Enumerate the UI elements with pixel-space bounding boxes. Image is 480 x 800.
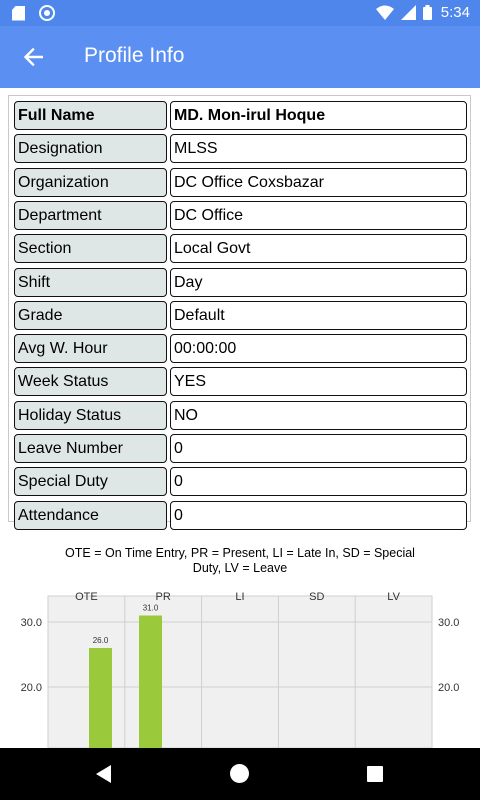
app-bar xyxy=(0,26,480,88)
row-value: YES xyxy=(170,367,467,396)
row-label: Avg W. Hour xyxy=(14,334,167,363)
row-label: Designation xyxy=(14,134,167,163)
row-value: MD. Mon-irul Hoque xyxy=(170,101,467,130)
chart-bar xyxy=(139,616,162,749)
row-value: 00:00:00 xyxy=(170,334,467,363)
sd-card-icon xyxy=(12,6,25,21)
row-value: 0 xyxy=(170,434,467,463)
profile-content[interactable] xyxy=(0,88,480,748)
row-value: MLSS xyxy=(170,134,467,163)
back-button[interactable] xyxy=(14,38,52,76)
row-value: Day xyxy=(170,268,467,297)
row-label: Attendance xyxy=(14,501,167,530)
row-value: DC Office xyxy=(170,201,467,230)
chart-bar-value-label: 26.0 xyxy=(92,636,109,645)
row-leave-number xyxy=(14,434,468,463)
chart-x-tick-label: OTE xyxy=(75,591,98,604)
row-attendance xyxy=(14,501,468,524)
row-value: 0 xyxy=(170,501,467,530)
chart-y-tick-label-right: 20.0 xyxy=(438,682,460,694)
chart-x-tick-label: SD xyxy=(309,591,325,604)
row-value: 0 xyxy=(170,467,467,496)
chart-y-tick-label-left: 30.0 xyxy=(20,617,42,629)
row-label: Special Duty xyxy=(14,467,167,496)
sync-circle-icon xyxy=(39,5,55,21)
nav-back-icon[interactable] xyxy=(96,765,111,783)
nav-recents-icon[interactable] xyxy=(367,766,383,782)
chart-x-tick-label: LI xyxy=(235,591,245,604)
row-department xyxy=(14,201,468,230)
row-section xyxy=(14,234,468,263)
page-title: Profile Info xyxy=(84,44,185,67)
row-organization xyxy=(14,168,468,197)
signal-icon xyxy=(401,5,416,20)
system-nav-bar xyxy=(0,748,480,800)
row-label: Leave Number xyxy=(14,434,167,463)
row-week-status xyxy=(14,367,468,396)
status-bar xyxy=(0,0,480,26)
attendance-bar-chart xyxy=(0,588,480,748)
row-grade xyxy=(14,301,468,330)
row-holiday-status xyxy=(14,401,468,430)
row-avg-work-hour xyxy=(14,334,468,363)
row-designation xyxy=(14,134,468,163)
profile-table xyxy=(8,95,471,522)
row-label: Section xyxy=(14,234,167,263)
chart-y-tick-label-left: 20.0 xyxy=(20,682,42,694)
wifi-icon xyxy=(376,5,394,20)
row-label: Department xyxy=(14,201,167,230)
row-label: Shift xyxy=(14,268,167,297)
row-label: Full Name xyxy=(14,101,167,130)
chart-bar-value-label: 31.0 xyxy=(142,603,159,613)
row-value: Local Govt xyxy=(170,234,467,263)
row-special-duty xyxy=(14,467,468,496)
chart-legend-text: OTE = On Time Entry, PR = Present, LI = Late In, SD = Special Duty, LV = Leave xyxy=(65,546,415,575)
chart-bar xyxy=(89,648,112,748)
row-value: NO xyxy=(170,401,467,430)
battery-icon xyxy=(423,5,432,20)
row-label: Holiday Status xyxy=(14,401,167,430)
chart-x-tick-label: PR xyxy=(155,591,171,604)
chart-y-tick-label-right: 30.0 xyxy=(438,617,460,629)
chart-x-tick-label: LV xyxy=(387,591,400,604)
status-time: 5:34 xyxy=(440,4,470,21)
nav-home-icon[interactable] xyxy=(230,764,249,783)
row-label: Grade xyxy=(14,301,167,330)
row-value: Default xyxy=(170,301,467,330)
row-label: Organization xyxy=(14,168,167,197)
row-shift xyxy=(14,268,468,297)
row-value: DC Office Coxsbazar xyxy=(170,168,467,197)
row-full-name xyxy=(14,101,468,130)
row-label: Week Status xyxy=(14,367,167,396)
arrow-left-icon xyxy=(23,48,43,66)
